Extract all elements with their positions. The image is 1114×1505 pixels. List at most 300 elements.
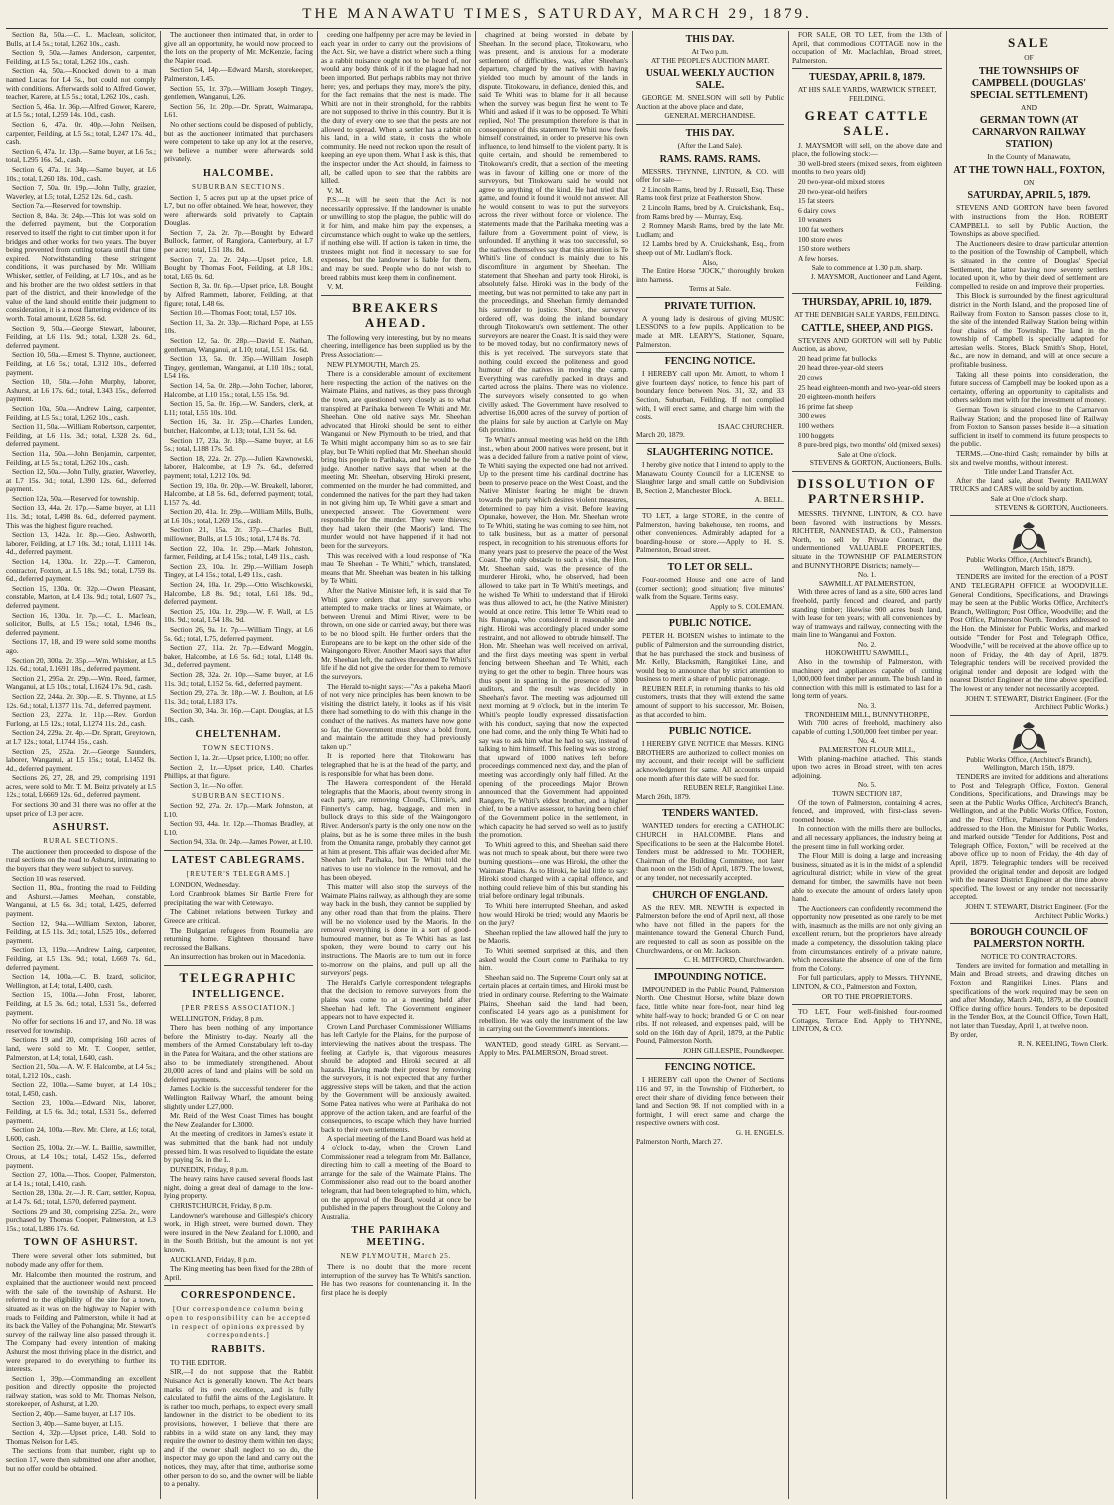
column-rule bbox=[475, 31, 476, 1499]
store-to-let-ad: TO LET, a large STORE, in the centre of Palmerston, having bakehouse, ten rooms, and other conveniences. Admirably adapted for a boarding-house or store.—Apply to H. S. Palmerston, Broad street. bbox=[636, 510, 784, 555]
lot-1-text: With three acres of land as a site, 600 acres land freehold, partly fenced and cleared, and partly standing timber; likewise 900 acres bush land, with lease for ten years; with all conveniences by way of tramways and railway, connecting with the main line to Wanganui and Foxton. bbox=[792, 587, 942, 640]
paragraph: Section 15, 100a.—John Frost, laborer, Feilding, at L5 3s. 6d.; total, L531 5s., deferred payment. bbox=[6, 990, 156, 1017]
paragraph: A special meeting of the Land Board was held at 4 o'clock to-day, when the Crown Land Commissioner read a telegram from Mr. Ballance, directing him to call a meeting of the Board to arrange for the sale of the Waimate Plains. The Commissioner also read out to the board another telegram, that had been telegraphed to him, which, on the approval of the Board, would at once be published in the papers throughout the Colony and Australia. bbox=[321, 1134, 471, 1221]
county-line: In the County of Manawatu, bbox=[987, 152, 1071, 162]
paragraph: Section 25, 100a. 2r.—W. L. Baillie, sawmiller, Orous, at L4 10s.; total, L452 15s., deferred payment. bbox=[6, 1143, 156, 1170]
cheltenham-suburban-heading: SUBURBAN SECTIONS. bbox=[191, 791, 286, 800]
stevens-time: Sale at One o'clock. bbox=[837, 449, 897, 459]
parihaka-heading: THE PARIHAKA MEETING. bbox=[351, 1225, 441, 1249]
col3-paras3 bbox=[321, 1263, 471, 1297]
paragraph: Section 11, 80a., fronting the road to Feilding and Ashurst.—James Meehan, constable, Wanganui, at L5 6s. 3d.; total, L425, deferred payment. bbox=[6, 883, 156, 918]
paragraph: Section 2, 1r.—Upset price, L40. Charles Phillips, at that figure. bbox=[164, 762, 313, 781]
lot-4-number: No. 4. bbox=[857, 736, 877, 746]
fencing-ad: I HEREBY call upon Mr. Arnott, to whom I give fourteen days' notice, to fence his part of boundary fence between Nos. 31, 32, and 33 Section, Suburban, Feilding. If not complied with, I will erect same, and charge him with the costs. bbox=[636, 369, 784, 422]
paragraph: Section 54, 14p.—Edward Marsh, storekeeper, Palmerston, L45. bbox=[164, 65, 313, 83]
lot-2-heading: HOKOWHITU SAWMILL, bbox=[825, 648, 909, 658]
campbell-p4: Taking all these points into consideration, the future success of Campbell may be looked upon as a certainty, offering an opportunity to capitalists and others seldom met with for the investment of money. bbox=[950, 369, 1108, 405]
wanted-servant-ad: WANTED, good steady GIRL as Servant.—Apply to Mrs. PALMERSON, Broad street. bbox=[479, 1039, 628, 1058]
paragraph: At the meeting of creditors in James's estate it was submitted that the bank had not unduly pressed him. It was resolved to liquidate the estate by paying 5s. in the L. bbox=[164, 1129, 313, 1165]
public-notice-heading-2: PUBLIC NOTICE. bbox=[668, 726, 752, 738]
impounding-heading: IMPOUNDING NOTICE. bbox=[653, 971, 767, 983]
particulars-text: For full particulars, apply to Messrs. THYNNE, LINTON, & CO., Palmerston and Foxton, bbox=[792, 973, 942, 992]
col2-paras4 bbox=[164, 802, 313, 847]
paragraph: The following very interesting, but by no means cheering, intelligence has been supplied us by the Press Association:— bbox=[321, 332, 471, 359]
cattle-sheep-pigs-heading: CATTLE, SHEEP, AND PIGS. bbox=[801, 322, 933, 334]
paragraph: Section 6, 47a. 1r. 34p.—Same buyer, at L6 10s.; total, L260 18s. 10d., cash. bbox=[6, 164, 156, 183]
paragraph: Section 28, 130a. 2r.—J. R. Carr, settler, Kopua, at L4 7s. 6d.; total, L570, deferred payment. bbox=[6, 1188, 156, 1206]
paragraph: Section 8, 84a. 3r. 24p.—This lot was sold on the deferred payment, but the Corporation reserved to itself the right to cut timber upon it for bridges and other works for two years. The buyer being prevented from cutting totara until that time expired. Notwithstanding these stringent conditions, it was purchased by Mr. William Whisker, settler, of Feilding, at L7 10s., and as he and his brother are the two oldest settlers in that part of the district, and their knowledge of the value of the land should entitle their judgment to consideration, it is a most flattering evidence of its worth. Total amount, L628 5s. 6d. bbox=[6, 210, 156, 323]
sale-date: SATURDAY, APRIL 5, 1879. bbox=[967, 190, 1091, 202]
paragraph: Section 13, 44a. 2r. 17p.—Same buyer, at L11 11s. 3d.; total, L498 8s. 6d., deferred payment. This was the highest figure reached. bbox=[6, 503, 156, 530]
masthead: THE MANAWATU TIMES, SATURDAY, MARCH 29, 1879. bbox=[302, 6, 812, 22]
correspondence-heading: CORRESPONDENCE. bbox=[180, 1290, 297, 1302]
paragraph: Section 10a, 50a.—Andrew Laing, carpenter, Feilding, at L5 5s.; total, L262 10s., cash. bbox=[6, 403, 156, 422]
township-campbell: THE TOWNSHIPS OF CAMPBELL (DOUGLAS' SPECIAL SETTLEMENT) bbox=[970, 65, 1088, 101]
parihaka-subheading: NEW PLYMOUTH, March 25. bbox=[340, 1252, 452, 1261]
campbell-terms: TERMS.—One-third Cash; remainder by bills at six and twelve months, without interest. bbox=[950, 449, 1108, 467]
confidently-text: The Auctioneers can confidently recommend the opportunity now presented as one rarely to be met with, inasmuch as the mills are not only giving an excellent return, but the proprietors have already made a competency, the dissolution taking place from circumstances entirely of a private nature, which necessitate the absence of one of the firm from the Colony. bbox=[792, 903, 942, 973]
borough-tender: Tenders are invited for formation and metalling in Main and Broad streets, and drawing ditches on Foxton and Rangitikei Lines. Plans and specifications of the work required may be seen on and after Monday, March 24th, 1879, at the Council Office during office hours. Tenders to be deposited in the Tender Box, at the Council Office, Town Hall, not later than Tuesday, April 1, at twelve noon. bbox=[950, 960, 1108, 1030]
paragraph: Section 9, 50a.—George Stewart, labourer, Feilding, at L6 11s. 9d.; total, L328 2s. 6d., deferred payment. bbox=[6, 323, 156, 350]
paragraph: Section 55, 1r. 37p.—William Joseph Tingey, gentlemen, Wanganui, L26. bbox=[164, 83, 313, 102]
paragraph: Sheehan replied the law allowed half the jury to be Maoris. bbox=[479, 927, 628, 946]
col2-paras6 bbox=[164, 1015, 313, 1283]
paragraph: Section 25, 10a. 1r. 29p.—W. F. Wall, at L5 10s. 9d.; total, L54 18s. 9d. bbox=[164, 606, 313, 625]
paragraph: Landowner's warehouse and Gillespie's chicory work, in High street, were burned down. They were insured in the New Zealand for L1000, and in the South British, but the amount is not yet known. bbox=[164, 1210, 313, 1255]
col3-paras2 bbox=[321, 334, 471, 1222]
paragraph: 12 Lambs bred by A. Cruickshank, Esq., from sheep out of Mr. Ludlam's flock. bbox=[636, 239, 784, 257]
cottages-to-let-ad: TO LET, Four well-finished four-roomed Cottages, Terrace End. Apply to THYNNE, LINTON, & CO. bbox=[792, 1007, 942, 1034]
terms: Terms at Sale. bbox=[689, 284, 731, 294]
paragraph: The Hawera correspondent of the Herald telegraphs that the Maoris, about twenty strong in each party, are removing Cloud's, Climie's, and Finnerty's camp, hag, baggage, and men in bullock drays to this side of the Waingongoro River. Anderson's party is the only one now on the plains, but as he is some three miles in the bush from the Omanita range, probably they cannot get at him at present. This affair was decided after Mr. Sheehan left Parihaka, but Te Whiti told the natives to use no violence in the removal, and he has been obeyed. bbox=[321, 778, 471, 882]
paragraph: Section 7, 2a. 2r. 24p.—Upset price, L8. Bought by Thomas Foot, Feilding, at L8 10s.; total, L65 0s. 6d. bbox=[164, 254, 313, 281]
tenders-ad: WANTED tenders for erecting a CATHOLIC CHURCH in HALCOMBE. Plans and Specifications to be seen at the Halcombe Hotel. Tenders must be addressed to Mr. TOOHER, Chairman of the Building Committee, not later than noon on the 15th of April, 1879. The lowest, or any tender, not necessarily accepted. bbox=[636, 821, 784, 882]
slaughter-sig: A. BELL. bbox=[754, 495, 784, 505]
fencing-heading-2: FENCING NOTICE. bbox=[664, 1062, 756, 1074]
paragraph: Section 1, 1a. 2r.—Upset price, L100; no offer. bbox=[170, 753, 310, 763]
column-1 bbox=[6, 31, 156, 1499]
paragraph: The King meeting has been fixed for the 28th of April. bbox=[164, 1264, 313, 1282]
relf-notice: REUBEN RELF, in returning thanks to his old customers, trusts that they will extend the same amount of support to his successor, Mr. Boisen, as that accorded to him. bbox=[636, 683, 784, 719]
lot-1-heading: SAWMILL AT PALMERSTON, bbox=[818, 578, 916, 588]
let-or-sell-heading: TO LET OR SELL. bbox=[667, 561, 753, 573]
pw-office-heading-2: Public Works Office, (Architect's Branch), Wellington, March 15th, 1879. bbox=[966, 754, 1092, 773]
paragraph: Section 22, 244a. 2r. 30p.—E. S. Thynne, at L5 12s. 6d.; total, L1377 11s. 7d., deferred payment. bbox=[6, 691, 156, 710]
paragraph: To Whiti agreed to this, and Sheehan said there was not much to speak about, but there were two burning questions—one was Hiroki, the other the Waimate Plains. As to Hiroki, he laid little to say: Hiroki stood charged with a capital offence, and nothing could relieve him of this but standing his trial before ordinary legal tribunals. bbox=[479, 839, 628, 901]
this-day-heading-2: THIS DAY. bbox=[685, 127, 735, 139]
paragraph: There is no doubt that the more recent interruption of the survey has Te Whiti's sanction. He has two reasons for countenancing it. In the first place he is deeply bbox=[321, 1261, 471, 1297]
paragraph: TO THE EDITOR. bbox=[170, 1357, 227, 1367]
paragraph: 25 head eighteen-month and two-year-old steers bbox=[798, 382, 941, 392]
maysmor-time: Sale to commence at 1.30 p.m. sharp. bbox=[811, 263, 923, 273]
paragraph: Section 20, 41a. 1r. 29p.—William Mills, Bulls, at L6 10s.; total, L269 15s., cash. bbox=[164, 507, 313, 525]
fencing-date: March 20, 1879. bbox=[636, 430, 685, 440]
boisen-notice: PETER H. BOISEN wishes to intimate to the public of Palmerston and the surrounding district, that he has purchased the stock and business of Mr. Kelly, Blacksmith, Rangitikei Line, and would beg to announce that by strict attention to business to merit a share of public patronage. bbox=[636, 631, 784, 684]
pw-tender-woodville: TENDERS are invited for the erection of a POST AND TELEGRAPH OFFICE at WOODVILLE. General Conditions, Specifications, and Drawings may be seen at the Public Works Office, Architect's Branch, Wellington; Post Office, Woodville; and the Post Office, Palmerston North. Tenders addressed to the Hon. the Minister for Public Works, and marked outside "Tender for Post and Telegraph Office, Woodville," will be received at the above office up to noon of Friday, the 4th day of April, 1879. Telegraphic tenders will be received provided the original tender and deposit are lodged with the nearest District Engineer at the time above specified. The lowest or any tender not necessarily accepted. bbox=[950, 572, 1108, 694]
dissolution-ad: MESSRS. THYNNE, LINTON, & CO. have been favored with instructions by Messrs. RICHTER, NANNESTAD, & CO., Palmerston North, to sell by Private Contract, the undermentioned VALUABLE PROPERTIES, situate in the TOWNSHIP OF PALMERSTON and BUNNYTHORPE Districts; namely— bbox=[792, 508, 942, 570]
paragraph: 100 wethers bbox=[798, 421, 834, 430]
paragraph: Section 10, 50a.—Ernest S. Thynne, auctioneer, Feilding, at L6 5s.; total, L312 10s., deferred payment. bbox=[6, 350, 156, 377]
paragraph: Section 7, 2a. 2r. 7p.—Bought by Edward Bullock, farmer, of Rangiora, Canterbury, at L7 per acre; total, L51 18s. 8d. bbox=[164, 227, 313, 255]
warwick-yards: AT HIS SALE YARDS, WARWICK STREET, FEILDING. bbox=[797, 85, 937, 103]
paragraph: Section 4, 32p.—Upset price, L40. Sold to Thomas Nelson for L45. bbox=[6, 1428, 156, 1446]
paragraph: Section 23, 227a. 1r. 11p.—Rev. Gordon Furlong, at L5 12s.; total, L1274 11s. 2d., cash. bbox=[6, 710, 156, 728]
col2-paras bbox=[164, 31, 313, 164]
col3-paras bbox=[321, 31, 471, 292]
col1-paras2 bbox=[6, 848, 156, 1234]
german-town: GERMAN TOWN (AT CARNARVON RAILWAY STATION) bbox=[971, 115, 1086, 151]
lot-3-number: No. 3. bbox=[857, 701, 877, 711]
notice-contractors: NOTICE TO CONTRACTORS. bbox=[980, 952, 1078, 962]
paragraph: Section 2, 40p.—Same buyer, at L17 10s. bbox=[12, 1409, 136, 1419]
ashurst-subheading: RURAL SECTIONS. bbox=[43, 837, 119, 846]
paragraph: Section 26, 9a. 1r. 7p.—William Tingy, at L6 5s. 6d.; total, L75, deferred payment. bbox=[164, 625, 313, 643]
column-rule bbox=[160, 31, 161, 1499]
maysmor-sig: J. MAYSMOR, Auctioneer and Land Agent, Feilding. bbox=[810, 271, 942, 290]
intelligence-heading: INTELLIGENCE. bbox=[192, 989, 285, 1000]
rams-heading: RAMS. RAMS. RAMS. bbox=[659, 153, 761, 165]
paragraph: It is reported here that Titokowaru has telegraphed that he is at the head of the party, and is responsible for what has been done. bbox=[321, 751, 471, 778]
town-ashurst-heading: TOWN OF ASHURST. bbox=[23, 1237, 139, 1249]
campbell-instructions: STEVENS AND GORTON have been favored with instructions from the Hon. ROBERT CAMPBELL to sell by Public Auction, the Townships as above specified. bbox=[950, 203, 1108, 239]
rams-list bbox=[636, 186, 784, 258]
paragraph: Section 22, 100a.—Same buyer, at L4 10s.; total, L450, cash. bbox=[6, 1080, 156, 1098]
paragraph: ceeding one halfpenny per acre may be levied in each year in order to carry out the provisions of the Act. Sir, we have a district where such a thing as a rabbit nuisance ought not to be heard of, nor would any body think of it if the plague had not been imported. But perhaps rabbits may not thrive here; yes, and perhaps they may, more's the pity, for the fact remains that the nest is made. The Whiti are not in their stronghold, for the rabbits are not supposed to thrive in this country. But it is the duty of every one to see that the pests are not allowed to spread. When a settler has a rabbit on his land, in a wild state, it costs the whole community. He need not reckon upon the result of keeping an eye upon them. What I ask is this, that the inspector under the Act should, in fairness to all, be called upon to see that the rabbits are killed. bbox=[321, 31, 471, 186]
tenders-heading: TENDERS WANTED. bbox=[662, 808, 758, 820]
sale-time: At Two p.m. bbox=[691, 47, 729, 56]
paragraph: Section 15, 5a. 0r. 16p.—W. Sanders, clerk, at L11; total, L55 10s. 10d. bbox=[164, 399, 313, 417]
of-word: OF bbox=[1024, 53, 1034, 62]
paragraph: 2 Lincoln Rams, bred by A. Cruickshank, Esq., from Rams bred by — Murray, Esq. bbox=[636, 202, 784, 221]
impounding-sig: JOHN GILLESPIE, Poundkeeper. bbox=[683, 1045, 784, 1055]
paragraph: Section 17, 23a. 3r. 18p.—Same buyer, at L6 5s.; total, L188 17s. 5d. bbox=[164, 435, 313, 454]
pw-tender-foxton: TENDERS are invited for additions and alterations to Post and Telegraph Office, Foxton. General Conditions, Specifications, and Drawings may be seen at the Public Works Office, Architect's Branch, Wellington, and at the Public Works Office, Foxton, and the Post Office, Palmerston North. Tenders addressed to the Hon. the Minister for Public Works, and marked outside "Tender for Additions, Post and Telegraph Office, Foxton," will be received at the above office up to noon of Friday, the 4th day of April, 1879. Telegraphic tenders will be received provided the original tender and deposit are lodged with the nearest District Engineer at the time above specified. The lowest or any tender not necessarily accepted. bbox=[950, 772, 1108, 902]
paragraph: Section 5, 46a. 1r. 36p.—Alfred Gower, Karere, at L5 5s.; total, L259 14s. 10d., cash. bbox=[6, 101, 156, 120]
paragraph: P.S.—It will be seen that the Act is not necessarily oppressive. If the landowner is unable or unwilling to stop the plague, the public will do it for him, and make him pay the expenses, a circumstance which ought to wake up the settlers, if nothing else will. If action is taken in time, the trustees might not find it necessary to sue for expenses, but the landowner is liable for them, and may be sued. People who do not wish to breed rabbits must keep them in confinement. bbox=[321, 195, 471, 282]
paragraph: Section 21, 50a.—A. W. F. Halcombe, at L4 5s.; total, L212 10s., cash. bbox=[6, 1062, 156, 1080]
paragraph: Section 10.—Thomas Foot; total, L57 10s. bbox=[170, 308, 297, 318]
dissolution-heading: DISSOLUTION OF PARTNERSHIP. bbox=[797, 475, 937, 506]
paragraph: Section 8a, 50a.—C. L. Maclean, solicitor, Bulls, at L4 5s.; total, L262 10s., cash. bbox=[6, 31, 156, 48]
paragraph: Section 24, 10a. 1r. 29p.—Otto Wischkowski, Halcombe, L8 8s. 9d.; total, L61 18s. 9d., deferred payment. bbox=[164, 580, 313, 607]
engels-sig: G. H. ENGELS. bbox=[735, 1128, 784, 1138]
paragraph: No offer for sections 16 and 17, and No. 18 was reserved for township. bbox=[6, 1017, 156, 1035]
column-5 bbox=[636, 31, 784, 1499]
paragraph: A few horses. bbox=[798, 253, 839, 263]
sale-place: AT THE PEOPLE'S AUCTION MART. bbox=[650, 55, 770, 65]
paragraph: Section 12, 50a.—John Tully, grazier, Waverley, at L7 15s. 3d.; total, L390 12s. 6d., deferred payment. bbox=[6, 467, 156, 494]
paragraph: Section 93, 44a. 1r. 12p.—Thomas Bradley, at L10. bbox=[164, 819, 313, 837]
campbell-sig: STEVENS & GORTON, Auctioneers. bbox=[995, 502, 1108, 512]
paragraph: This matter will also stop the surveys of the Waimate Plains railway, as although they are some way back in the bush, they cannot be supplied by any other road than that from the plains. There will be no violence used by the Maoris. In the removal everything is done in a sort of good-humoured manner, but as Te Whiti has as last spoken, they were bound to carry out his instructions. The Maoris are to turn out in force to-morrow on the plains, and pull up all the surveyors' pegs. bbox=[321, 882, 471, 978]
relf-sig: REUBEN RELF, Rangitikei Line. bbox=[683, 783, 784, 793]
paragraph: Lord Cranbrook blames Sir Bartle Frere for precipitating the war with Cetewayo. bbox=[164, 889, 313, 907]
town-hall-foxton: AT THE TOWN HALL, FOXTON, bbox=[953, 164, 1105, 176]
paragraph: Section 30, 34a. 3r. 16p.—Capt. Douglas, at L5 10s., cash. bbox=[164, 706, 313, 724]
paragraph: Mr. Halcombe then mounted the rostrum, and explained that the auctioneer would next proceed with the sale of the township of Ashurst. He referred to the eligibility of the site for a town, situated as it was on the highway to Napier with roads to Feilding and Palmerston, while it had at its back the Valley of the Pohangina; Mr. Stewart's survey of the railway line also passed through it. The Company had every intention of making Ashurst the most thriving place in the district, and were prepared to do everything to further its interests. bbox=[6, 1269, 156, 1374]
campbell-time: Sale at One o'clock sharp. bbox=[990, 493, 1068, 503]
paragraph: Section 92, 27a. 2r. 17p.—Mark Johnston, at L10. bbox=[164, 801, 313, 819]
paragraph: Section 18, 22a. 2r. 27p.—Julien Kawnowski, laborer, Halcombe, at L9 7s. 6d., deferred payment; total, L212 10s. 9d. bbox=[164, 453, 313, 480]
paragraph: Section 14, 100a.—C. B. Izard, solicitor, Wellington, at L4; total, L400, cash. bbox=[6, 972, 156, 990]
col2-paras2 bbox=[164, 194, 313, 725]
pw-sig: JOHN T. STEWART, District Engineer. (For the Architect Public Works.) bbox=[965, 693, 1108, 712]
tuesday-date: TUESDAY, APRIL 8, 1879. bbox=[809, 72, 925, 84]
merchandise: GENERAL MERCHANDISE. bbox=[664, 111, 756, 121]
paragraph: Section 24, 229a. 2r. 4p.—Dr. Spratt, Greytown, at L7 12s.; total, L1744 15s., cash. bbox=[6, 728, 156, 746]
column-2 bbox=[164, 31, 313, 1499]
column-6 bbox=[792, 31, 942, 1499]
paragraph: Section 1, 5 acres put up at the upset price of L7, but no offer obtained. We hear, however, they were afterwards sold privately to Captain Douglas. bbox=[164, 192, 313, 228]
paragraph: The Herald's Carlyle correspondent telegraphs that the decision to remove surveyors from the plains was come to at a meeting held after Sheehan had left. The Government engineer appears not to have expected it. bbox=[321, 977, 471, 1022]
paragraph: 15 fat steers bbox=[798, 196, 834, 206]
paragraph: 100 hoggets bbox=[798, 430, 834, 440]
paragraph: Section 13, 119a.—Andrew Laing, carpenter, Feilding, at L5 13s. 9d.; total, L669 7s. 6d., deferred payment. bbox=[6, 945, 156, 972]
royal-coat-of-arms-icon bbox=[1005, 720, 1053, 754]
halcombe-subheading: SUBURBAN SECTIONS. bbox=[191, 182, 286, 191]
col2-paras5 bbox=[164, 881, 313, 962]
paragraph: The sections from that number, right up to section 17, were then submitted one after another, but no offer could be obtained. bbox=[6, 1446, 156, 1473]
column-rule bbox=[632, 31, 633, 1499]
paragraph: chagrined at being worsted in debate by Sheehan. In the second place, Titokowaru, who was present, and is anxious for a moderate settlement of difficulties, was, after Sheehan's departure, charged by the natives with having yielded too much by amount of the lands in dispute. Titokowaru, in defiance, denied this, and said Te Whiti was to blame for it all because when the survey was begun first he went to Te Whiti and asked if it was to be opposed. Te Whiti replied, No! The presumption therefore is that in consequence of this statement Te Whiti now feels himself constrained, in order to preserve his own influence, to lend himself to the violent party. It is quite certain, and should be remembered to Titokowaru's credit, that a section of the meeting was in favour of killing one or more of the surveyors, but Titokowaru said he would not agree to anything of the kind. He had tried that game, and found it found it would not answer. All he would consent to was to put the surveyors across the river without force or violence. The statements made that the Parihaka meeting was a failure from a Government point of view, is unfounded. If anything it was too successful, so the natives themselves say that this attention is Te Whiti's line of conduct is mainly due to his discomfiture in argument by Sheehan. The statement that Sheehan and party took Hiroki, is absolutely false. Hiroki was in the body of the meeting, but was not permitted to take any part in the proceedings, and Sheehan firmly demanded his surrender to justice. Short, the surveyor ordered off, was doing the inland boundary through Titokowaru's own settlement. The other surveyors are nearer the Coast. It is said they were to be moved today, but no confirmatory news of this is yet received. The surveyors state that nothing could exceed the politeness and good humour of the natives in moving the camp. Everything was carefully packed in drays and carted across the plains. There was no violence. The surveyors wisely consented to go when civilly asked. The Government have resolved to advertise 16,000 acres of the survey of portion of the plains for sale by auction at Carlyle on May 6th proximo. bbox=[479, 31, 628, 435]
mills-text: In connection with the mills there are bullocks, and all necessary appliances, the industry being at the present time in full working order. bbox=[792, 824, 942, 851]
paragraph: Section 25, 252a. 2r.—George Saunders, laborer, Wanganui, at L5 15s.; total, L1452 0s. 4d., deferred payment. bbox=[6, 746, 156, 773]
paragraph: Section 29, 27a. 3r. 18p.—W. J. Boulton, at L6 11s. 3d.; total, L183 17s. bbox=[164, 688, 313, 706]
lot-4-heading: PALMERSTON FLOUR MILL, bbox=[818, 745, 916, 754]
church-ad: AS the REV. MR. NEWTH is expected in Palmerston before the end of April next, all those who have not filled in the papers for the maintenance toward the General Church Fund, are requested to call as soon as possible on the Churchwardens, or on Mr. Jackson. bbox=[636, 902, 784, 955]
paragraph: Section 10, 50a.—John Murphy, laborer, Ashurst, at L6 17s. 6d.; total, L343 15s., deferred payment. bbox=[6, 377, 156, 404]
paragraph: Section 14, 5a. 0r. 28p.—John Tocher, laborer, Halcombe, at L10 15s.; total, L55 15s. 9d. bbox=[164, 380, 313, 399]
paragraph: Section 19, 10a. 0r. 20p.—W. Breakell, laborer, Halcombe, at L8 5s. 6d., deferred payment; total, L157 7s. 4d. bbox=[164, 480, 313, 507]
press-association-note: [PER PRESS ASSOCIATION.] bbox=[182, 1004, 295, 1012]
this-day-heading: THIS DAY. bbox=[685, 34, 735, 45]
maysmor-ad: J. MAYSMOR will sell, on the above date and place, the following stock:— bbox=[792, 140, 942, 159]
paragraph: Section 11a, 50a.—John Benjamin, carpenter, Feilding, at L5 5s.; total, L262 10s., cash. bbox=[6, 448, 156, 467]
after-land-sale: (After the Land Sale). bbox=[677, 140, 743, 150]
paragraph: 30 well-bred steers (mixed sexes, from eighteen months to two years old) bbox=[792, 158, 942, 177]
paragraph: CHRISTCHURCH, Friday, 8 p.m. bbox=[170, 1201, 272, 1211]
paragraph: The heavy rains have caused several floods last night, doing a great deal of damage to the low-lying property. bbox=[164, 1174, 313, 1201]
paragraph: Section 27, 11a. 2r. 7p.—Edward Moggin, baker, Halcombe, at L6 5s. 6d.; total, L148 0s. 3d., deferred payment. bbox=[164, 643, 313, 670]
paragraph: There is a considerable amount of excitement here respecting the action of the natives on the Waimate Plains, and natives, as they pass through the town, are questioned very closely as to what transpired at Parihaka between Te Whiti and Mr. Sheehan. One old native says Mr. Sheehan advocated that Hiroki should be sent to either Wanganui or New Plymouth to be tried, and that Te Whiti might accompany him so as to see fair play, but Te Whiti replied that Mr. Sheehan should bring his people to Parihaka, and he would be the judge. Another native says that when at the meeting Mr. Sheehan, observing Hiroki present, commented on the murder he had committed, and condemned the natives for the part they had taken in not giving him up, Te Whiti gave a smart and unexpected answer. The Government were responsible for the murder. They were thieves; they had taken their (the Maoris') land. The murder would not have happened if it had not been for the surveyors. bbox=[321, 369, 471, 551]
paragraph: 300 ewes bbox=[798, 411, 826, 421]
cablegrams-heading: LATEST CABLEGRAMS. bbox=[171, 855, 306, 867]
paragraph: 20 head prime fat bullocks bbox=[798, 353, 877, 363]
proprietors: OR TO THE PROPRIETORS. bbox=[821, 991, 913, 1001]
column-rule bbox=[317, 31, 318, 1499]
denbigh-yards: AT THE DENBIGH SALE YARDS, FEILDING. bbox=[794, 310, 940, 320]
paragraph: V. M. bbox=[327, 185, 344, 195]
stevens-sig: STEVENS & GORTON, Auctioneers, Bulls. bbox=[809, 458, 942, 468]
royal-coat-of-arms-icon bbox=[1005, 520, 1053, 554]
paragraph: Section 10 was reserved. bbox=[12, 873, 86, 883]
king-brothers-notice: I HEREBY GIVE NOTICE that Messrs. KING BROTHERS are authorized to collect monies on my account, and their receipt will be sufficient acknowledgment for same. All accounts unpaid one month after this date will be sued for. bbox=[636, 739, 784, 783]
paragraph: Sections 26, 27, 28, and 29, comprising 1191 acres, were sold to Mr. T. M. Beitz privately at L5 12s.; total, L6669 12s. 6d., deferred payment. bbox=[6, 773, 156, 800]
paragraph: To Whiti seemed surprised at this, and then asked would the Court come to Parihaka to try him. bbox=[479, 945, 628, 973]
ashurst-heading: ASHURST. bbox=[52, 822, 110, 834]
engels-date: Palmerston North, March 27. bbox=[636, 1136, 723, 1146]
paragraph: There has been nothing of any importance before the Ministry to-day. Nearly all the members of the Armed Constabulary left to-day in the Patea for Waitara, and the other stations are also to be immediately strengthened. About 20,000 acres of land and plains will be sold on deferred payments. bbox=[164, 1023, 313, 1084]
lot-5-text: Of the town of Palmerston, containing 4 acres, fenced, and improved, with first-class seven-roomed house. bbox=[792, 797, 942, 824]
paragraph: Sections 29 and 30, comprising 225a. 2r., were purchased by Thomas Cooper, Palmerston, at L3 15s.; total, L886 17s. 6d. bbox=[6, 1206, 156, 1233]
paragraph: AUCKLAND, Friday, 8 p.m. bbox=[170, 1254, 257, 1264]
paragraph: Section 56, 1r. 20p.—Dr. Spratt, Waimarapa, L61. bbox=[164, 101, 313, 120]
let-or-sell-ad: Four-roomed House and one acre of land (corner section); good situation; five minutes' walk from the Square. Terms easy. bbox=[636, 574, 784, 602]
paragraph: 2 Lincoln Rams, bred by J. Russell, Esq. These Rams took first prize at Featherston Show. bbox=[636, 184, 784, 203]
lot-3-heading: TRONDHEIM MILL, BUNNYTHORPE, bbox=[804, 709, 930, 719]
borough-council-heading: BOROUGH COUNCIL OF PALMERSTON NORTH. bbox=[970, 927, 1088, 951]
paragraph: Section 23, 100a.—Edward Nix, laborer, Feilding, at L5 6s. 3d.; total, L531 5s., deferred payment. bbox=[6, 1098, 156, 1125]
campbell-p2: The Auctioneers desire to draw particular attention to the position of the Township of Campbell, which is situated in the centre of Douglas' Special Settlement, the latter having now seventy settlers located upon it, who by their deed of settlement are compelled to reside on and improve their properties. bbox=[950, 238, 1108, 291]
paragraph: Section 13, 5a. 0r. 35p.—William Joseph Tingey, gentleman, Wanganui, at L10 10s.; total, L54 16s. bbox=[164, 354, 313, 381]
cottage-for-sale-ad: FOR SALE, OR TO LET, from the 13th of April, that commodious COTTAGE now in the occupation of Mr. Maclachlan, Broad street, Palmerston. bbox=[792, 31, 942, 65]
thynne-ad: MESSRS. THYNNE, LINTON, & CO. will offer for sale— bbox=[636, 166, 784, 185]
paragraph: Section 12, 94a.—William Sexton, laborer, Feilding, at L5 11s. 3d.; total, L525 10s., deferred payment. bbox=[6, 918, 156, 945]
paragraph: 20 head three-year-old steers bbox=[798, 363, 884, 373]
paragraph: The Herald to-night says:—"As a pakeha Maori of not very nice principles has been known to be visiting the district lately, it looks as if his visit there had something to do with this change in the conduct of the natives. As matters have now gone so far, the Government must show a bold front, and maintain the attitude they had previously taken up." bbox=[321, 681, 471, 751]
slaughter-heading: SLAUGHTERING NOTICE. bbox=[646, 447, 774, 458]
and-word: AND bbox=[1020, 102, 1037, 112]
column-rule bbox=[788, 31, 789, 1499]
paragraph: 20 cows bbox=[798, 373, 823, 383]
telegraphic-heading: TELEGRAPHIC bbox=[179, 970, 298, 985]
church-heading: CHURCH OF ENGLAND. bbox=[652, 889, 768, 901]
paragraph: WELLINGTON, Friday, 8 p.m. bbox=[170, 1013, 264, 1023]
impounding-ad: IMPOUNDED in the Public Pound, Palmerston North. One Chestnut Horse, white blaze down face, little white near fore-foot, near hind leg white half-way to hock; branded G or C on near ribs. If not released, and expenses paid, will be sold on the 16th day of April, 1879, at the Public Pound, Palmerston North. bbox=[636, 984, 784, 1046]
cheltenham-heading: CHELTENHAM. bbox=[195, 728, 282, 740]
paragraph: Te Whiti's annual meeting was held on the 18th inst., when about 2000 natives were present, but it was a decided failure from a native point of view, Te Whiti saying the expected one had not arrived. Up to the present time his cardinal doctrine has been to preserve peace on the West Coast, and the Native Minister fearing he might be drawn towards the party which desires violent measures, determined to pay him a visit. Before leaving Opunake, however, the Hon. Mr. Sheehan wrote to Te Whiti, stating he was coming to see him, not to talk business, but as a matter of personal respect, in recognition to his strenuous efforts for many years past to preserve the peace of the West Coast. The only obstacle to such a visit, the Hon. Mr. Sheehan said, was the presence of the murderer Hiroki, who, he observed, had been allowed to take part in Te Whiti's meetings, and he wished Te Whiti to understand that if Hiroki was thus allowed to act, he (the Native Minister) would at once retire. This letter Te Whiti read to his Runanga, who considered it reasonable and right. Hiroki was accordingly placed under some restraint, and not allowed to obtrude himself. The Hon. Mr. Sheehan was well received on arrival, and the first days meeting was spent in verbal fencing between Sheehan and Te Whiti, each trying to get the other to begin. Three hours was thus spent in sparring in the presence of 3000 auditors, and the result was decidedly in Sheehan's favor. The meeting was adjourned till next morning at 9 o'clock, but in the interim Te Whiti's people loudly expressed dissatisfaction with his conduct, saying that now the expected one had come, and the only thing Te Whiti had to say was to ask him what he had to say, instead of talking to him himself. This feeling was so strong, that upward of 1000 natives left before proceedings commenced next day, and the plan of meeting was accordingly only half filled. At the opening of the proceedings Major Brown announced that the Government had appointed Rangere, Te Whiti's eldest brother, and a higher chief, to be a native assessor, to having been chief of the Government police in the settlement, in which capacity he had served so well as to justify the promotion. bbox=[479, 434, 628, 840]
masthead-rule bbox=[6, 28, 1108, 29]
lot-4-text: With planing-machine attached. This stands upon two acres in Broad street, with ten acres adjoining. bbox=[792, 753, 942, 780]
borough-sig: R. N. KEELING, Town Clerk. bbox=[1017, 1039, 1108, 1049]
paragraph: The Cabinet relations between Turkey and Greece are critical. bbox=[164, 907, 313, 926]
paragraph: There were several other lots submitted, but nobody made any offer for them. bbox=[6, 1251, 156, 1269]
paragraph: Section 1, 39p.—Commanding an excellent position and directly opposite the projected railway station, was sold to Mr. Thomas Nelson, storekeeper, of Ashurst, at L20. bbox=[6, 1373, 156, 1409]
paragraph: Section 20, 300a. 2r. 35p.—Wm. Whisker, at L5 12s. 6d.; total, L1691 18s., deferred payment. bbox=[6, 655, 156, 674]
paragraph: LONDON, Wednesday. bbox=[170, 879, 241, 889]
paragraph: 2 Romney Marsh Rams, bred by the late Mr. Ludlam; and bbox=[636, 221, 784, 239]
paragraph: 20 eighteen-month heifers bbox=[798, 392, 876, 402]
halcombe-heading: HALCOMBE. bbox=[203, 167, 274, 179]
paragraph: Sections 19 and 20, comprising 160 acres of land, were sold to Mr. T. Cooper, settler, Palmerston, at L4; total, L640, cash. bbox=[6, 1035, 156, 1062]
paragraph: No other sections could be disposed of publicly, but as the auctioneer intimated that purchasers were competent to take up any lot at the reserve, we believe a number were afterwards sold privately. bbox=[164, 119, 313, 164]
column-3 bbox=[321, 31, 471, 1499]
maysmor-list bbox=[792, 160, 942, 264]
paragraph: 16 prime fat sheep bbox=[798, 401, 853, 411]
lot-1-number: No. 1. bbox=[857, 570, 877, 580]
col2-paras7 bbox=[164, 1359, 313, 1489]
paragraph: To Whiti here interrupted Sheehan, and asked how would Hiroki be tried; would any Maoris be on the jury? bbox=[479, 900, 628, 928]
paragraph: An insurrection has broken out in Macedonia. bbox=[170, 952, 306, 962]
cheltenham-subheading: TOWN SECTIONS. bbox=[202, 743, 275, 752]
fencing-ad-2: I HEREBY call upon the Owner of Sections 116 and 97, in the Township of Fitzherbert, to erect their share of dividing fence between their land and Section 98. If not complied with in a fortnight, I will erect same and charge the respective owners with cost. bbox=[636, 1075, 784, 1128]
paragraph: Section 12, 5a. 0r. 28p.—David E. Nathan, gentleman, Wanganui, at L10; total, L51 15s. 6d. bbox=[164, 336, 313, 354]
campbell-title: Title under Land Transfer Act. bbox=[984, 467, 1074, 477]
stevens-ad: STEVENS AND GORTON will sell by Public Auction, as above, bbox=[792, 335, 942, 354]
paragraph: 20 two-year-old heifers bbox=[798, 186, 868, 196]
lot-2-number: No. 2. bbox=[857, 639, 877, 649]
paragraph: 20 two-year-old mixed stores bbox=[798, 176, 885, 186]
paragraph: James Lockie is the successful tenderer for the Wellington Railway Wharf, the amount being slightly under L27,000. bbox=[164, 1084, 313, 1111]
paragraph: 150 store wethers bbox=[798, 244, 851, 254]
snelson-ad: GEORGE M. SNELSON will sell by Public Auction at the above place and date, bbox=[636, 93, 784, 111]
tuition-ad: A young lady is desirous of giving MUSIC LESSONS to a few pupils. Application to be made at MR. LEARY'S, Stationer, Square, Palmerston. bbox=[636, 313, 784, 349]
col1-paras3 bbox=[6, 1252, 156, 1473]
paragraph: The auctioneer then intimated that, in order to give all an opportunity, he would now proceed to the lots on the property of Mr. McKenzie, facing the Napier road. bbox=[164, 31, 313, 65]
lot-3-text: With 700 acres of freehold, machinery also capable of cutting 1,500,000 feet timber per year. bbox=[792, 718, 942, 736]
paragraph: V. M. bbox=[327, 282, 344, 292]
paragraph: Section 23, 10a. 1r. 29p.—William Joseph Tingey, at L4 15s.; total, L49 11s., cash. bbox=[164, 561, 313, 580]
by-order: By order, bbox=[950, 1030, 978, 1040]
paragraph: Crown Land Purchaser Commissioner Williams has left Carlyle for the Plains, for the purpose of interviewing the natives about the trespass. The feeling at Carlyle is, that vigorous measures should be adopted and Hiroki secured at all hazards. Having made their protest by removing the surveyors, it is not expected that any further aggressive steps will be taken, and that the action by the Government will be anxiously awaited. Some Patea natives who were at Parihaka do not approve of the action taken, and are fearful of the consequences, to escape which they have hurried back to their own settlements. bbox=[321, 1021, 471, 1134]
sale-heading: SALE bbox=[1008, 35, 1050, 50]
column-4 bbox=[479, 31, 628, 1499]
paragraph: Section 7a.—Reserved for township. bbox=[12, 201, 121, 211]
relf-date: March 26th, 1879. bbox=[636, 791, 691, 801]
col1-paras bbox=[6, 31, 156, 818]
church-sig: C. H. MITFORD, Churchwarden. bbox=[684, 955, 784, 965]
cablegrams-subheading: [REUTER'S TELEGRAMS.] bbox=[186, 870, 291, 879]
paragraph: SIR,—I do not suppose that the Rabbit Nuisance Act is generally known. The Act bears marks of its own excellence, and is fully calculated to fulfil the aims of the Legislature. It is rather too much, perhaps, to expect every small landowner in the district to be obedient to its provisions, however, I believe that there are rabbits in a wild state on any land, they may require the owner to destroy them within ten days; and if the owner shall neglect to so do, the inspector may go upon the land and carry out the notices, they may, after that time, authorise some other person to do so, and the owner will be liable to a penalty. bbox=[164, 1367, 313, 1489]
weekly-sale-heading: USUAL WEEKLY AUCTION SALE. bbox=[645, 68, 775, 92]
public-notice-heading: PUBLIC NOTICE. bbox=[668, 618, 752, 630]
campbell-p3: This Block is surrounded by the finest agricultural district in the North Island, and the proposed line of Railway from Foxton to Sanson passes close to it, the site of the intended Railway Station being within four chains of the Township. The land in the township of Campbell is specially adapted for artesian wells. Stores, Black Smith's Shop, Hotel, &c., are now in demand, and will at once secure a profitable business. bbox=[950, 291, 1108, 370]
paragraph: Section 16, 3a. 1r. 25p.—Charles Lunden, butcher, Halcombe, at L13; total, L31 5s. 6d. bbox=[164, 417, 313, 435]
paragraph: Section 16, 130a. 1r. 7p.—C. L. Maclean, solicitor, Bulls, at L5 15s.; total, L946 0s., deferred payment. bbox=[6, 610, 156, 637]
lot-5-number: No. 5. bbox=[857, 780, 877, 790]
paragraph: This was received with a loud response of "Ka mau Te Sheehan - Te Whiti," which, translated, means that Mr. Sheehan was beaten in his talking by Te Whiti. bbox=[321, 550, 471, 586]
paragraph: Section 22, 10a. 1r. 29p.—Mark Johnston, farmer, Feilding, at L4 15s.; total, L49 11s., cash. bbox=[164, 543, 313, 562]
paragraph: The Bulgarian refugees from Roumelia are returning home. Eighteen thousand have recrossed the Balkans. bbox=[164, 925, 313, 952]
great-cattle-sale-heading: GREAT CATTLE SALE. bbox=[804, 107, 930, 138]
paragraph: Section 7, 50a. 0r. 19p.—John Tully, grazier, Waverley, at L5; total, L252 12s. 6d., cash. bbox=[6, 183, 156, 201]
paragraph: Section 12a, 50a.—Reserved for township. bbox=[12, 493, 140, 503]
paragraph: Section 27, 100a.—Thos. Cooper, Palmerston, at L4 1s.; total, L410, cash. bbox=[6, 1170, 156, 1188]
paragraph: NEW PLYMOUTH, March 25. bbox=[327, 359, 420, 369]
slaughter-ad: I hereby give notice that I intend to apply to the Manawatu County Council for a LICENSE to Slaughter large and small cattle on Subdivision B, Section 2, Manchester Block. bbox=[636, 460, 784, 495]
coleman-sig: Apply to S. COLEMAN. bbox=[709, 601, 784, 611]
paragraph: For sections 30 and 31 there was no offer at the upset price of L3 per acre. bbox=[6, 800, 156, 818]
paragraph: Section 21, 15a. 2r. 37p.—Charles Bull, millowner, Bulls, at L5 10s.; total, L74 8s. 7d. bbox=[164, 525, 313, 544]
lot-2-text: Also in the township of Palmerston, with machinery and appliances capable of cutting 1,000,000 feet timber per annum. The bush land in connection with this mill is estimated to last for a long term of years. bbox=[792, 657, 942, 701]
paragraph: Section 11, 50a.—William Robertson, carpenter, Feilding, at L6 11s. 3d.; total, L328 2s. 6d., deferred payment. bbox=[6, 422, 156, 449]
paragraph: DUNEDIN, Friday, 8 p.m. bbox=[170, 1164, 249, 1174]
on-word: ON bbox=[1023, 177, 1035, 187]
railway-trucks: After the land sale, about Twenty RAILWAY TRUCKS and CARS will be sold by auction. bbox=[950, 475, 1108, 494]
paragraph: Section 11, 3a. 2r. 33p.—Richard Pope, at L55 10s. bbox=[164, 317, 313, 336]
paragraph: Section 8, 3a. 0r. 6p.—Upset price, L8. Bought by Alfred Rammett, laborer, Feilding, at that figure; total, L48 6s. bbox=[164, 281, 313, 308]
horse-jock: The Entire Horse "JOCK," thoroughly broken into harness. bbox=[636, 266, 784, 284]
paragraph: Sheehan said no. The Supreme Court only sat at certain places at certain times, and Hiroki must be tried in ordinary course. Referring to the Waimate Plains, Sheehan said the land had been, confiscated 14 years ago as a punishment for rebellion. He was only the instrument of the law in carrying out the Government's intentions. bbox=[479, 972, 628, 1034]
fencing-sig: ISAAC CHURCHER. bbox=[717, 421, 784, 431]
correspondence-note: [Our correspondence column being open to responsibility can be accepted in respect of opinions expressed by correspondents.] bbox=[166, 1305, 311, 1340]
column-7 bbox=[950, 31, 1108, 1499]
paragraph: Section 24, 100a.—Rev. Mr. Clere, at L6; total, L600, cash. bbox=[6, 1125, 156, 1143]
rabbits-heading: RABBITS. bbox=[211, 1343, 266, 1355]
paragraph: 10 weaners bbox=[798, 215, 832, 225]
also: Also, bbox=[702, 257, 718, 267]
paragraph: Section 3, 1r.—No offer. bbox=[170, 780, 243, 790]
paragraph: Section 21, 295a. 2r. 29p.—Wm. Reed, farmer, Wanganui, at L5 10s.; total, L1624 17s. 9d., cash. bbox=[6, 673, 156, 692]
lot-5-heading: TOWN SECTION 187, bbox=[832, 788, 902, 798]
flour-text: The Flour Mill is doing a large and increasing business, situated as it is in the midst of a splendid agricultural district; while in view of the great demand for timber, the sawmills have not been able to execute the amount of orders lately upon hand. bbox=[792, 851, 942, 904]
pw-sig-2: JOHN T. STEWART, District Engineer. (For the Architect Public Works.) bbox=[965, 901, 1108, 920]
thursday-date: THURSDAY, APRIL 10, 1879. bbox=[802, 297, 932, 309]
fencing-heading: FENCING NOTICE. bbox=[664, 356, 756, 368]
pw-office-heading: Public Works Office, (Architect's Branch), Wellington, March 15th, 1879. bbox=[966, 555, 1092, 573]
tuition-heading: PRIVATE TUITION. bbox=[664, 300, 756, 312]
paragraph: After the Native Minister left, it is said that Te Whiti gave orders that any surveyors who attempted to make tracks or lines at Waimate, or between Urenui and Mimi River, were to be thrown, on one side or carried away, but there was to be no blood spilt. He further orders that the Europeans are to be kept on the other side of the Waingongoro River. Another Maori says that after Mr. Sheehan left, the natives threatened Te Whiti's life if he did not give the order for them to remove the surveyors. bbox=[321, 586, 471, 681]
